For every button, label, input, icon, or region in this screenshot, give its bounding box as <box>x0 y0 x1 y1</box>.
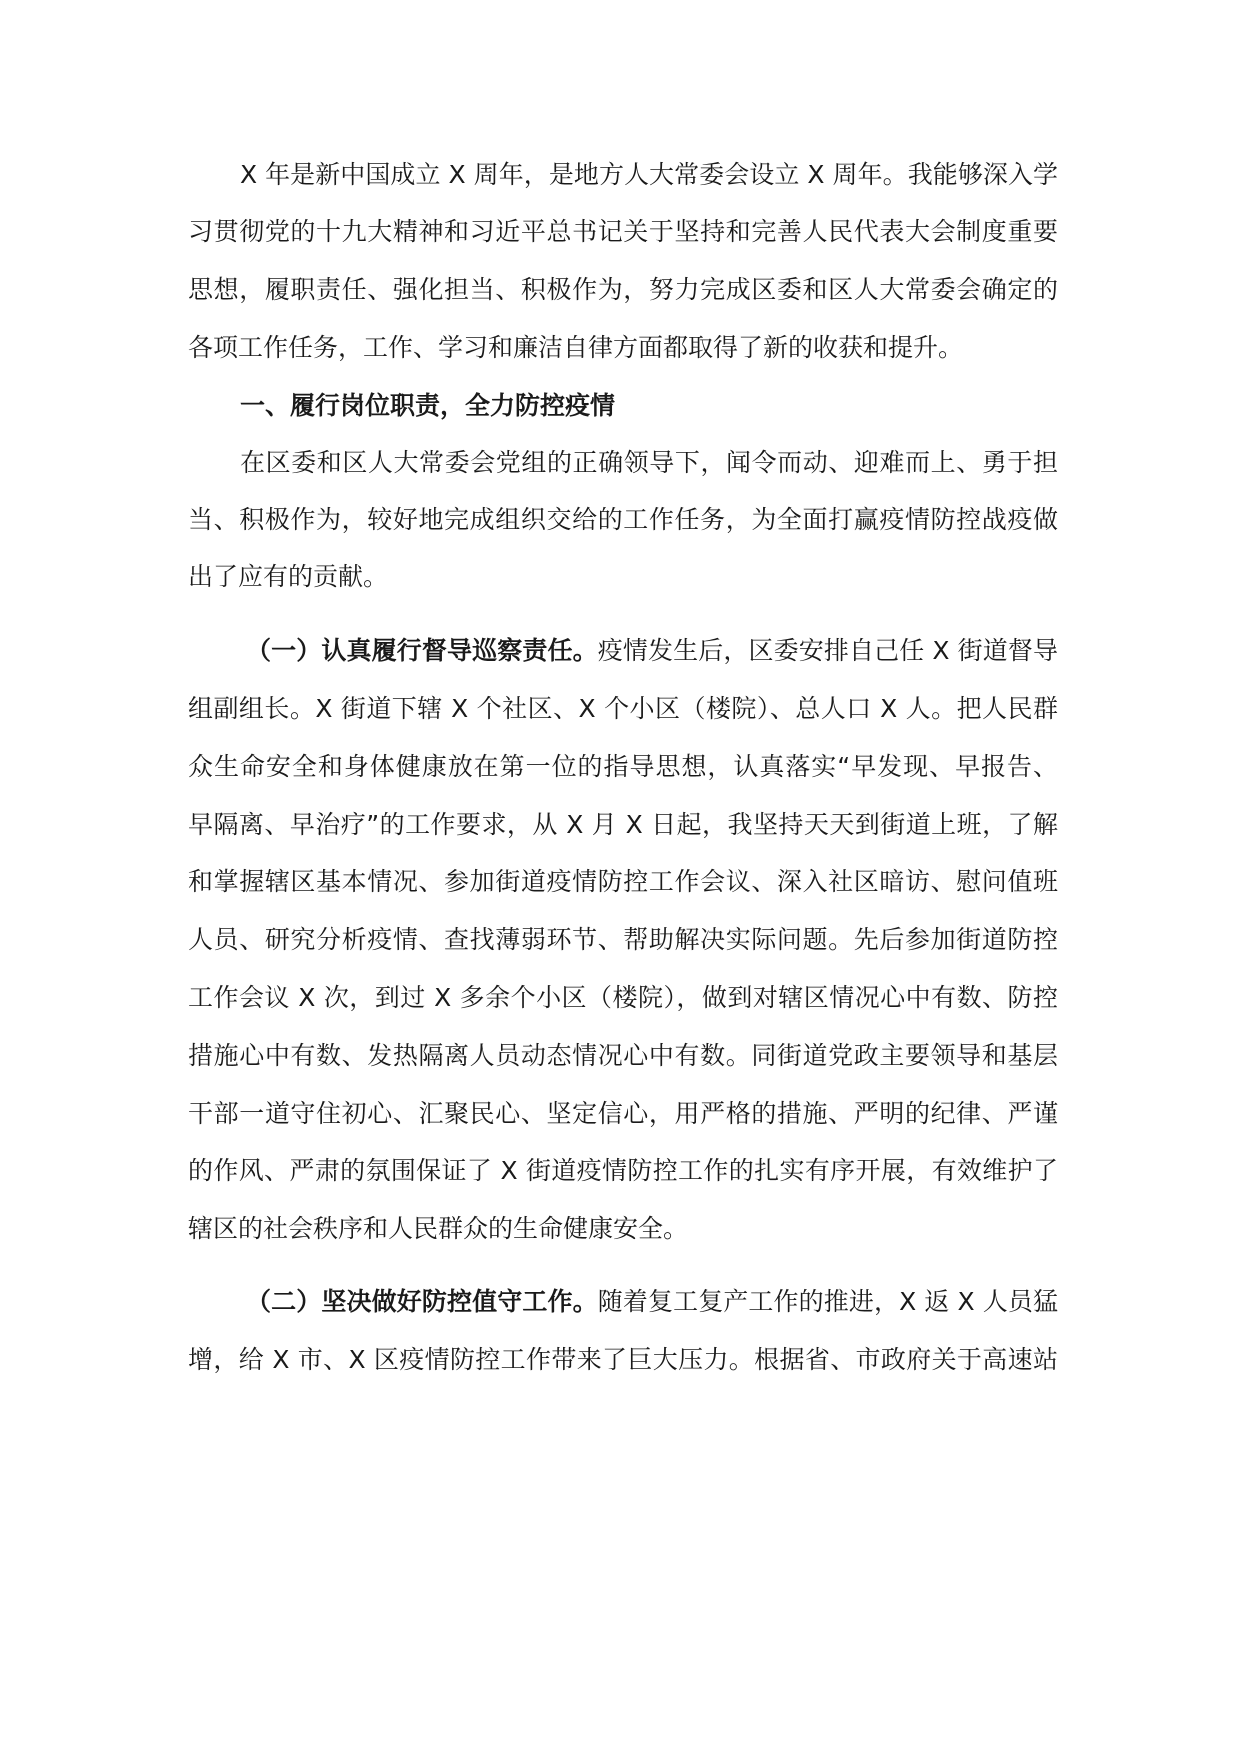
sub2-first-rest: 随着复工复产工作的推进，X 返 X 人员猛 <box>597 1287 1058 1316</box>
sub1-line-7: 工作会议 X 次，到过 X 多余个小区（楼院），做到对辖区情况心中有数、防控 <box>188 983 1058 1012</box>
sub2-title: （二）坚决做好防控值守工作。 <box>246 1287 598 1316</box>
sub1-line-11: 辖区的社会秩序和人民群众的生命健康安全。 <box>188 1214 689 1243</box>
sub1-line-9: 干部一道守住初心、汇聚民心、坚定信心，用严格的措施、严明的纪律、严谨 <box>188 1099 1058 1128</box>
section1-line-2: 当、积极作为，较好地完成组织交给的工作任务，为全面打赢疫情防控战疫做 <box>188 505 1058 534</box>
section1-line-1: 在区委和区人大常委会党组的正确领导下，闻令而动、迎难而上、勇于担 <box>240 448 1058 477</box>
section1-line-3: 出了应有的贡献。 <box>188 562 389 591</box>
sub1-line-4: 早隔离、早治疗”的工作要求，从 X 月 X 日起，我坚持天天到街道上班，了解 <box>188 810 1058 839</box>
sub2-first-line <box>246 1282 1058 1322</box>
sub1-line-5: 和掌握辖区基本情况、参加街道疫情防控工作会议、深入社区暗访、慰问值班 <box>188 867 1058 896</box>
sub1-first-line <box>246 631 1058 671</box>
sub1-line-10: 的作风、严肃的氛围保证了 X 街道疫情防控工作的扎实有序开展，有效维护了 <box>188 1156 1058 1185</box>
sub1-line-6: 人员、研究分析疫情、查找薄弱环节、帮助解决实际问题。先后参加街道防控 <box>188 925 1058 954</box>
intro-line-2: 习贯彻党的十九大精神和习近平总书记关于坚持和完善人民代表大会制度重要 <box>188 217 1058 246</box>
intro-line-1: X 年是新中国成立 X 周年，是地方人大常委会设立 X 周年。我能够深入学 <box>240 160 1058 189</box>
sub1-line-2: 组副组长。X 街道下辖 X 个社区、X 个小区（楼院）、总人口 X 人。把人民群 <box>188 694 1058 723</box>
sub2-line-2: 增，给 X 市、X 区疫情防控工作带来了巨大压力。根据省、市政府关于高速站 <box>188 1345 1058 1374</box>
intro-line-3: 思想，履职责任、强化担当、积极作为，努力完成区委和区人大常委会确定的 <box>188 275 1058 304</box>
intro-line-4: 各项工作任务，工作、学习和廉洁自律方面都取得了新的收获和提升。 <box>188 333 964 362</box>
sub1-title: （一）认真履行督导巡察责任。 <box>246 636 598 665</box>
sub1-line-3: 众生命安全和身体健康放在第一位的指导思想，认真落实“早发现、早报告、 <box>188 752 1058 781</box>
sub1-line-8: 措施心中有数、发热隔离人员动态情况心中有数。同街道党政主要领导和基层 <box>188 1041 1058 1070</box>
sub1-first-rest: 疫情发生后，区委安排自己任 X 街道督导 <box>597 636 1058 665</box>
section-heading: 一、履行岗位职责，全力防控疫情 <box>240 391 616 420</box>
